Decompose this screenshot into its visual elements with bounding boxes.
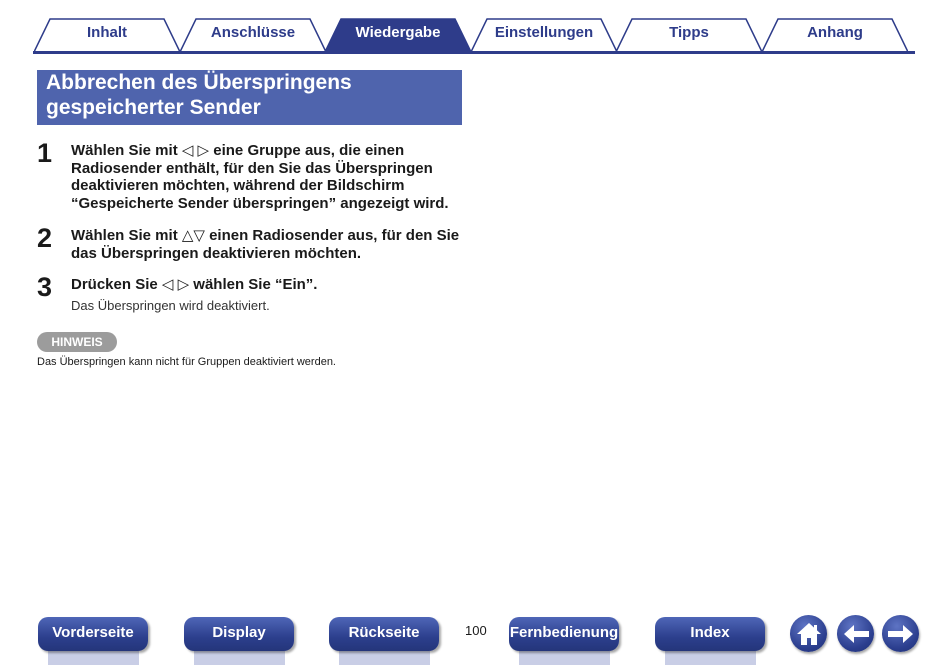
tab-label: Inhalt <box>87 24 127 41</box>
arrow-left-icon <box>841 623 871 645</box>
step-text <box>71 276 467 294</box>
tab-anschluesse[interactable] <box>180 18 326 52</box>
step-line: das Überspringen deaktivieren möchten. <box>71 244 362 262</box>
nav-index-button[interactable] <box>655 617 767 665</box>
button-label: Index <box>690 624 730 641</box>
note-badge: HINWEIS <box>37 332 117 352</box>
forward-button[interactable] <box>882 615 919 652</box>
tab-label: Anschlüsse <box>210 24 296 41</box>
page-number: 100 <box>465 623 487 638</box>
tab-label: Anhang <box>807 24 863 41</box>
button-label: Display <box>212 624 266 641</box>
tab-anhang[interactable] <box>762 18 908 52</box>
step-line: “Gespeicherte Sender überspringen” angezeigt wird. <box>71 194 449 212</box>
back-button[interactable] <box>837 615 874 652</box>
step-number: 3 <box>37 272 53 302</box>
nav-vorderseite-button[interactable] <box>38 617 150 665</box>
home-button[interactable] <box>790 615 827 652</box>
nav-rueckseite-button[interactable] <box>329 617 441 665</box>
step-number: 1 <box>37 138 53 168</box>
step-number: 2 <box>37 223 53 253</box>
tab-wiedergabe[interactable] <box>325 18 471 52</box>
button-label: Rückseite <box>348 624 420 641</box>
heading-line-2: gespeicherter Sender <box>46 96 261 119</box>
step-line: Radiosender enthält, für den Sie das Überspringen <box>71 159 433 177</box>
step-body <box>71 276 467 314</box>
step-text <box>71 227 467 262</box>
step-line: Wählen Sie mit ◁ ▷ eine Gruppe aus, die einen <box>71 142 405 159</box>
home-icon <box>794 620 824 648</box>
step-line: deaktivieren möchten, während der Bildschirm <box>71 177 405 195</box>
nav-display-button[interactable] <box>184 617 296 665</box>
tab-inhalt[interactable] <box>34 18 180 52</box>
button-tail <box>48 651 139 665</box>
button-tail <box>665 651 756 665</box>
button-tail <box>339 651 430 665</box>
tab-label: Einstellungen <box>494 24 594 41</box>
button-label: Fernbedienung <box>509 624 619 641</box>
button-label: Vorderseite <box>52 624 134 641</box>
tab-label: Tipps <box>669 24 709 41</box>
arrow-right-icon <box>886 623 916 645</box>
tab-label: Wiedergabe <box>355 24 441 41</box>
section-heading <box>37 70 462 125</box>
button-tail <box>519 651 610 665</box>
step-line: Wählen Sie mit △▽ einen Radiosender aus, für den Sie <box>71 227 460 244</box>
button-tail <box>194 651 285 665</box>
note-text: Das Überspringen kann nicht für Gruppen deaktiviert werden. <box>37 356 336 368</box>
step-result-text: Das Überspringen wird deaktiviert. <box>71 297 270 313</box>
heading-line-1: Abbrechen des Überspringens <box>46 71 352 94</box>
step-text <box>71 142 467 212</box>
tab-bar-underline <box>33 51 915 54</box>
step-body <box>71 142 467 212</box>
step-line: Drücken Sie ◁ ▷ wählen Sie “Ein”. <box>71 276 318 293</box>
nav-fernbedienung-button[interactable] <box>509 617 621 665</box>
top-tab-bar <box>0 0 950 56</box>
step-body <box>71 227 467 262</box>
tab-einstellungen[interactable] <box>471 18 617 52</box>
tab-tipps[interactable] <box>616 18 762 52</box>
